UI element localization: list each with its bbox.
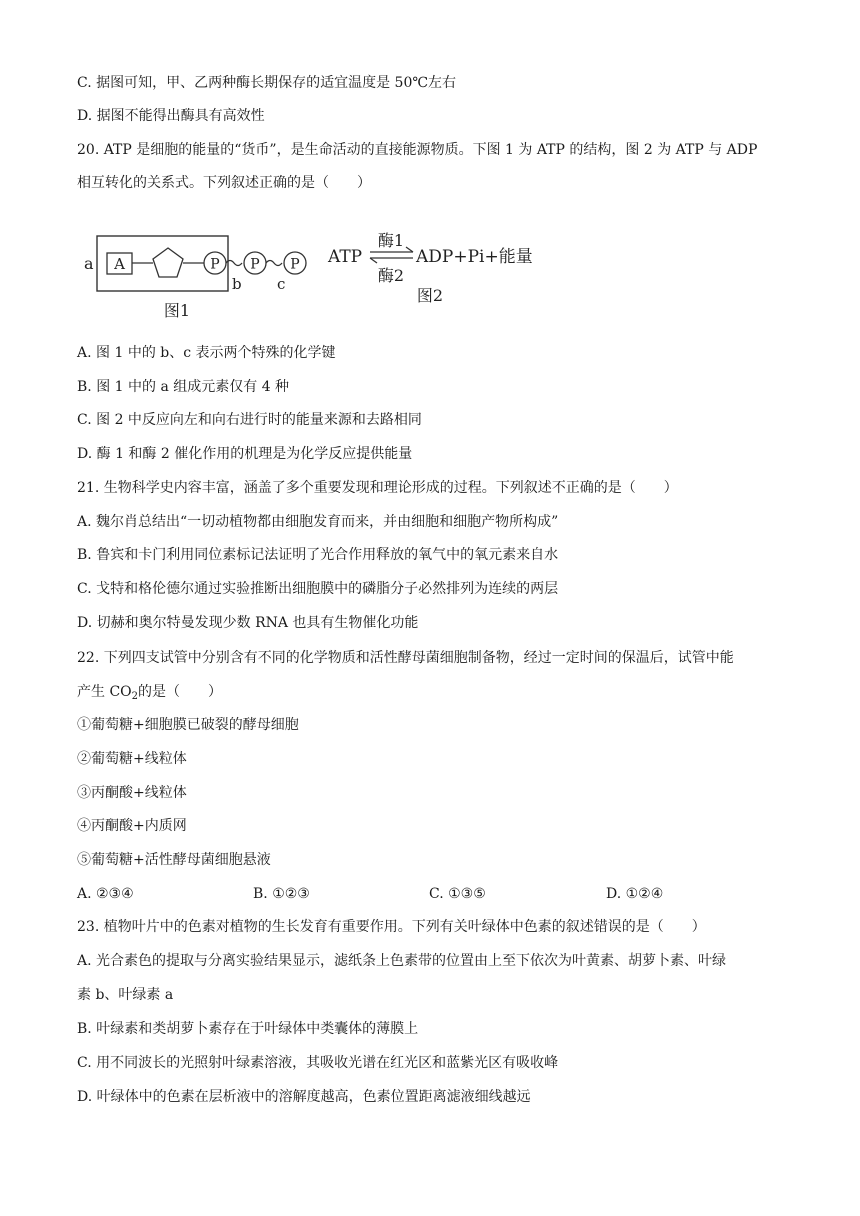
phosphate-label-3: P (290, 256, 300, 273)
q22-option-d: D. ①②④ (606, 886, 664, 902)
q22-option-a: A. ②③④ (77, 886, 134, 902)
fig2-enzyme1: 酶1 (377, 231, 405, 250)
fig2-atp: ATP (328, 247, 363, 267)
q20-option-b: B. 图 1 中的 a 组成元素仅有 4 种 (77, 379, 290, 395)
q22-item-4: ④丙酮酸+内质网 (77, 818, 187, 834)
q22-item-3: ③丙酮酸+线粒体 (77, 785, 187, 801)
q22-options (77, 884, 777, 904)
fig1-label-c: c (277, 275, 286, 293)
q19-option-c: C. 据图可知，甲、乙两种酶长期保存的适宜温度是 50℃左右 (77, 75, 457, 91)
q22-item-2: ②葡萄糖+线粒体 (77, 751, 187, 767)
q22-item-5: ⑤葡萄糖+活性酵母菌细胞悬液 (77, 852, 271, 868)
fig2-enzyme2: 酶2 (377, 266, 405, 285)
q21-option-a: A. 魏尔肖总结出“一切动植物都由细胞发育而来，并由细胞和细胞产物所构成” (77, 514, 559, 530)
fig1-caption: 图1 (163, 301, 191, 320)
fig2-caption: 图2 (416, 286, 444, 305)
q22-stem-line2: 产生 $CO_2$的是（ ） (77, 684, 223, 702)
fig1-label-a: a (84, 254, 94, 273)
fig2-products: ADP+Pi+能量 (416, 247, 533, 267)
q21-option-c: C. 戈特和格伦德尔通过实验推断出细胞膜中的磷脂分子必然排列为连续的两层 (77, 581, 559, 597)
q23-stem: 23. 植物叶片中的色素对植物的生长发育有重要作用。下列有关叶绿体中色素的叙述错误的是（ ） (77, 919, 706, 935)
q22-item-1: ①葡萄糖+细胞膜已破裂的酵母细胞 (77, 717, 299, 733)
ribose-pentagon (153, 248, 183, 277)
q20-option-d: D. 酶 1 和酶 2 催化作用的机理是为化学反应提供能量 (77, 446, 413, 462)
q20-stem-line1: 20. ATP 是细胞的能量的“货币”，是生命活动的直接能源物质。下图 1 为 ATP 的结构，图 2 为 ATP 与 ADP (77, 142, 758, 158)
q20-option-a: A. 图 1 中的 b、c 表示两个特殊的化学键 (77, 345, 336, 361)
q21-option-b: B. 鲁宾和卡门利用同位素标记法证明了光合作用释放的氧气中的氧元素来自水 (77, 547, 559, 563)
q20-stem-line2: 相互转化的关系式。下列叙述正确的是（ ） (77, 175, 371, 191)
q22-option-c: C. ①③⑤ (429, 886, 486, 902)
adenine-label: A (114, 255, 125, 273)
q22-stem-line1: 22. 下列四支试管中分别含有不同的化学物质和活性酵母菌细胞制备物，经过一定时间的保温后，试管中能 (77, 650, 734, 666)
phosphate-label-1: P (210, 256, 220, 273)
fig1-label-b: b (232, 275, 242, 293)
q21-option-d: D. 切赫和奥尔特曼发现少数 RNA 也具有生物催化功能 (77, 615, 419, 631)
atp-figure (80, 224, 550, 324)
q23-option-a-line2: 素 b、叶绿素 a (77, 987, 174, 1003)
phosphate-label-2: P (250, 256, 260, 273)
q21-stem: 21. 生物科学史内容丰富，涵盖了多个重要发现和理论形成的过程。下列叙述不正确的是（ ） (77, 480, 678, 496)
high-energy-bond-c (266, 261, 282, 266)
q23-option-d: D. 叶绿体中的色素在层析液中的溶解度越高，色素位置距离滤液细线越远 (77, 1089, 531, 1105)
q22-option-b: B. ①②③ (253, 886, 310, 902)
q23-option-c: C. 用不同波长的光照射叶绿素溶液，其吸收光谱在红光区和蓝紫光区有吸收峰 (77, 1055, 559, 1071)
q19-option-d: D. 据图不能得出酶具有高效性 (77, 108, 265, 124)
q23-option-a-line1: A. 光合素色的提取与分离实验结果显示，滤纸条上色素带的位置由上至下依次为叶黄素、胡萝卜素、叶绿 (77, 953, 727, 969)
q20-option-c: C. 图 2 中反应向左和向右进行时的能量来源和去路相同 (77, 412, 422, 428)
q23-option-b: B. 叶绿素和类胡萝卜素存在于叶绿体中类囊体的薄膜上 (77, 1021, 419, 1037)
